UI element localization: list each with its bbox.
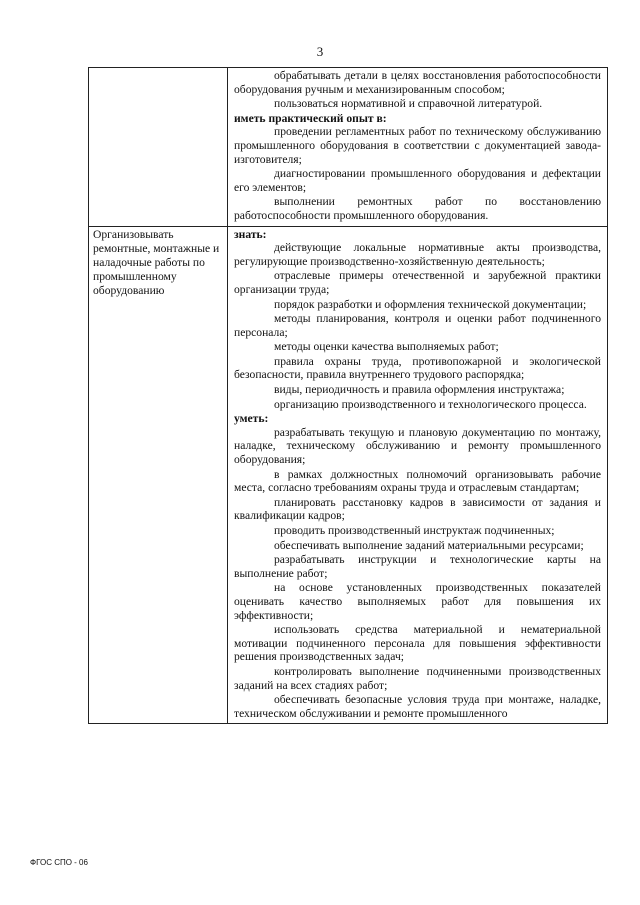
requirement-paragraph: обрабатывать детали в целях восстановления работоспособности оборудования ручным и механизированным способом; (234, 69, 601, 96)
competency-text (89, 68, 227, 70)
competency-cell (89, 226, 228, 724)
table-row (89, 226, 608, 724)
requirement-paragraph: организацию производственного и технологического процесса. (274, 397, 587, 411)
section-heading: знать: (234, 227, 267, 241)
requirement-paragraph: виды, периодичность и правила оформления инструктажа; (274, 383, 565, 397)
requirement-paragraph: контролировать выполнение подчиненными производственных заданий на всех стадиях работ; (234, 664, 601, 692)
requirement-paragraph: обеспечивать выполнение заданий материальными ресурсами; (274, 538, 584, 552)
requirements-cell (228, 226, 608, 724)
requirement-paragraph: выполнении ремонтных работ по восстановлению работоспособности промышленного оборудования. (234, 195, 601, 222)
requirement-paragraph: разрабатывать текущую и плановую документацию по монтажу, наладке, техническому обслуживанию и ремонту промышленного оборудования; (234, 425, 601, 467)
competency-table (88, 67, 608, 724)
competency-cell (89, 68, 228, 227)
requirement-paragraph: правила охраны труда, противопожарной и экологической безопасности, правила внутреннего трудового распорядка; (234, 354, 601, 382)
section-heading: иметь практический опыт в: (234, 111, 387, 125)
requirement-paragraph: пользоваться нормативной и справочной литературой. (274, 97, 543, 111)
requirement-paragraph: использовать средства материальной и нематериальной мотивации подчиненного персонала для повышения эффективности решения производственных задач; (234, 623, 601, 664)
requirement-paragraph: отраслевые примеры отечественной и зарубежной практики организации труда; (234, 269, 601, 296)
requirement-paragraph: методы оценки качества выполняемых работ; (274, 340, 499, 354)
requirement-paragraph: на основе установленных производственных показателей оценивать качество выполняемых работ для повышения их эффективности; (234, 581, 601, 622)
requirement-paragraph: разрабатывать инструкции и технологические карты на выполнение работ; (234, 553, 601, 580)
requirement-paragraph: порядок разработки и оформления технической документации; (274, 297, 587, 311)
requirement-paragraph: проведении регламентных работ по техническому обслуживанию промышленного оборудования в соответствии с документацией завода-изготовителя; (234, 125, 601, 166)
table-row (89, 68, 608, 227)
footer-code: ФГОС СПО - 06 (30, 858, 88, 867)
competency-text: Организовывать ремонтные, монтажные и наладочные работы по промышленному оборудованию (93, 227, 220, 297)
section-heading: уметь: (234, 412, 269, 426)
requirement-paragraph: диагностировании промышленного оборудования и дефектации его элементов; (234, 167, 601, 194)
requirement-paragraph: планировать расстановку кадров в зависимости от задания и квалификации кадров; (234, 495, 601, 523)
requirement-paragraph: действующие локальные нормативные акты производства, регулирующие производственно-хозяйственную деятельность; (234, 241, 601, 268)
requirements-cell (228, 68, 608, 227)
requirement-paragraph: в рамках должностных полномочий организовывать рабочие места, согласно требованиям охраны труда и отраслевым стандартам; (234, 467, 601, 495)
requirement-paragraph: обеспечивать безопасные условия труда при монтаже, наладке, техническом обслуживании и ремонте промышленного (234, 693, 601, 720)
requirement-paragraph: методы планирования, контроля и оценки работ подчиненного персонала; (234, 312, 601, 339)
page-number: 3 (316, 44, 324, 59)
requirement-paragraph: проводить производственный инструктаж подчиненных; (274, 524, 555, 537)
